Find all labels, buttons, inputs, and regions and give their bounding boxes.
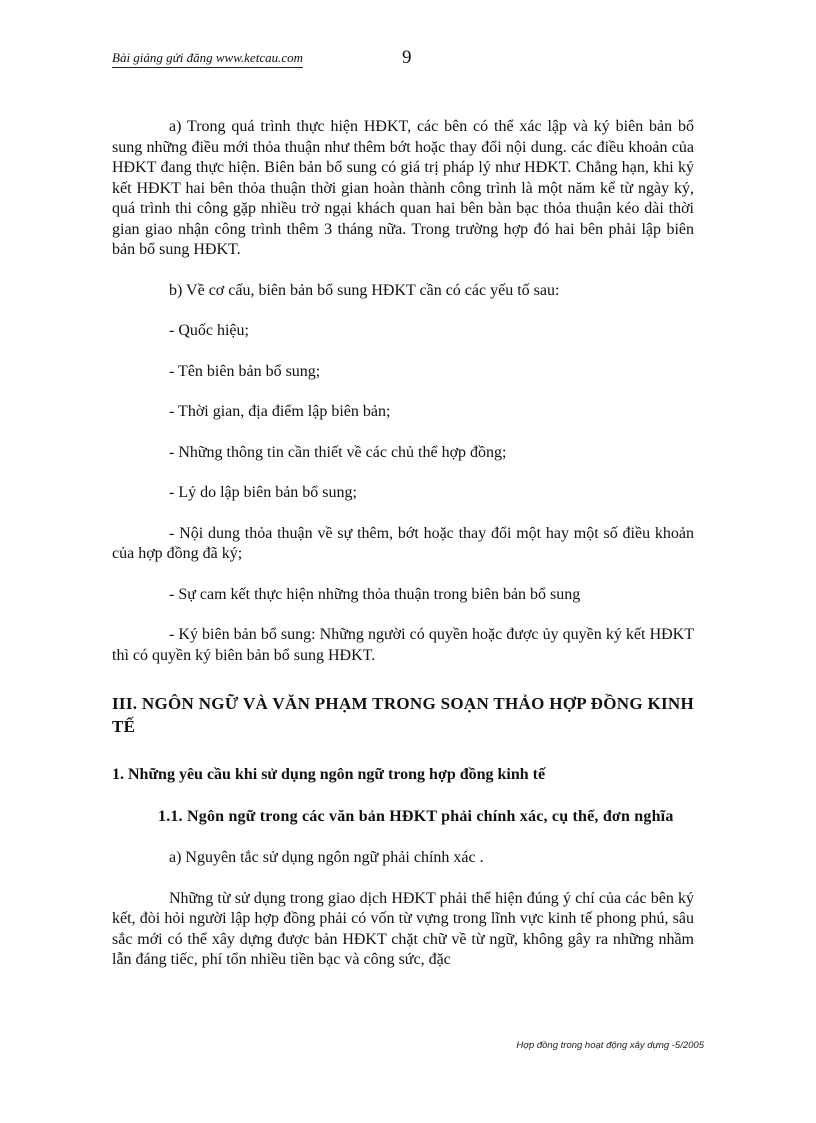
list-item: - Thời gian, địa điểm lập biên bản; <box>169 403 391 420</box>
list-item: - Tên biên bản bổ sung; <box>169 362 321 380</box>
paragraph-principle: a) Nguyên tắc sử dụng ngôn ngữ phải chính xác . <box>169 849 484 866</box>
list-item: - Sự cam kết thực hiện những thỏa thuận trong biên bản bổ sung <box>169 585 581 603</box>
footer-caption: Hợp đồng trong hoạt động xây dựng -5/2005 <box>516 1040 704 1051</box>
document-body <box>112 117 694 971</box>
header-source-link: Bài giảng gửi đăng www.ketcau.com <box>112 50 303 68</box>
subheading-1: 1. Những yêu cầu khi sử dụng ngôn ngữ trong hợp đồng kinh tế <box>112 766 546 783</box>
subheading-1-1: 1.1. Ngôn ngữ trong các văn bản HĐKT phải chính xác, cụ thể, đơn nghĩa <box>158 808 674 825</box>
list-item: - Những thông tin cần thiết về các chủ thể hợp đồng; <box>169 443 507 461</box>
list-item: - Lý do lập biên bản bổ sung; <box>169 484 357 501</box>
list-item: - Quốc hiệu; <box>169 322 249 339</box>
section-heading: III. NGÔN NGỮ VÀ VĂN PHẠM TRONG SOẠN THẢO HỢP ĐỒNG KINH TẾ <box>112 694 694 736</box>
page-number: 9 <box>402 47 412 68</box>
paragraph-b: b) Về cơ cấu, biên bản bổ sung HĐKT cần có các yếu tố sau: <box>169 281 560 299</box>
paragraph-last: Những từ sử dụng trong giao dịch HĐKT phải thể hiện đúng ý chí của các bên ký kết, đòi hỏi người lập hợp đồng phải có vốn từ vựng trong lĩnh vực kinh tế phong phú, sâu sắc mới có thể xây dựng được bản HĐKT chặt chữ về từ ngữ, không gây ra những nhầm lẫn đáng tiếc, phí tổn nhiều tiền bạc và công sức, đặc <box>112 889 694 968</box>
list-item: - Nội dung thỏa thuận về sự thêm, bớt hoặc thay đổi một hay một số điều khoản của hợp đồng đã ký; <box>112 524 694 562</box>
paragraph-a: a) Trong quá trình thực hiện HĐKT, các bên có thể xác lập và ký biên bản bổ sung những điều mới thỏa thuận như thêm bớt hoặc thay đổi nội dung. các điều khoản của HĐKT đang thực hiện. Biên bản bổ sung có giá trị pháp lý như HĐKT. Chẳng hạn, khi ký kết HĐKT hai bên thỏa thuận thời gian hoàn thành công trình là một năm kể từ ngày ký, quá trình thi công gặp nhiều trở ngại khách quan hai bên bàn bạc thỏa thuận kéo dài thời gian giao nhận công trình thêm 3 tháng nữa. Trong trường hợp đó hai bên phải lập biên bản bổ sung HĐKT. <box>112 118 694 258</box>
list-item: - Ký biên bản bổ sung: Những người có quyền hoặc được ủy quyền ký kết HĐKT thì có quyền ký biên bản bổ sung HĐKT. <box>112 626 694 664</box>
